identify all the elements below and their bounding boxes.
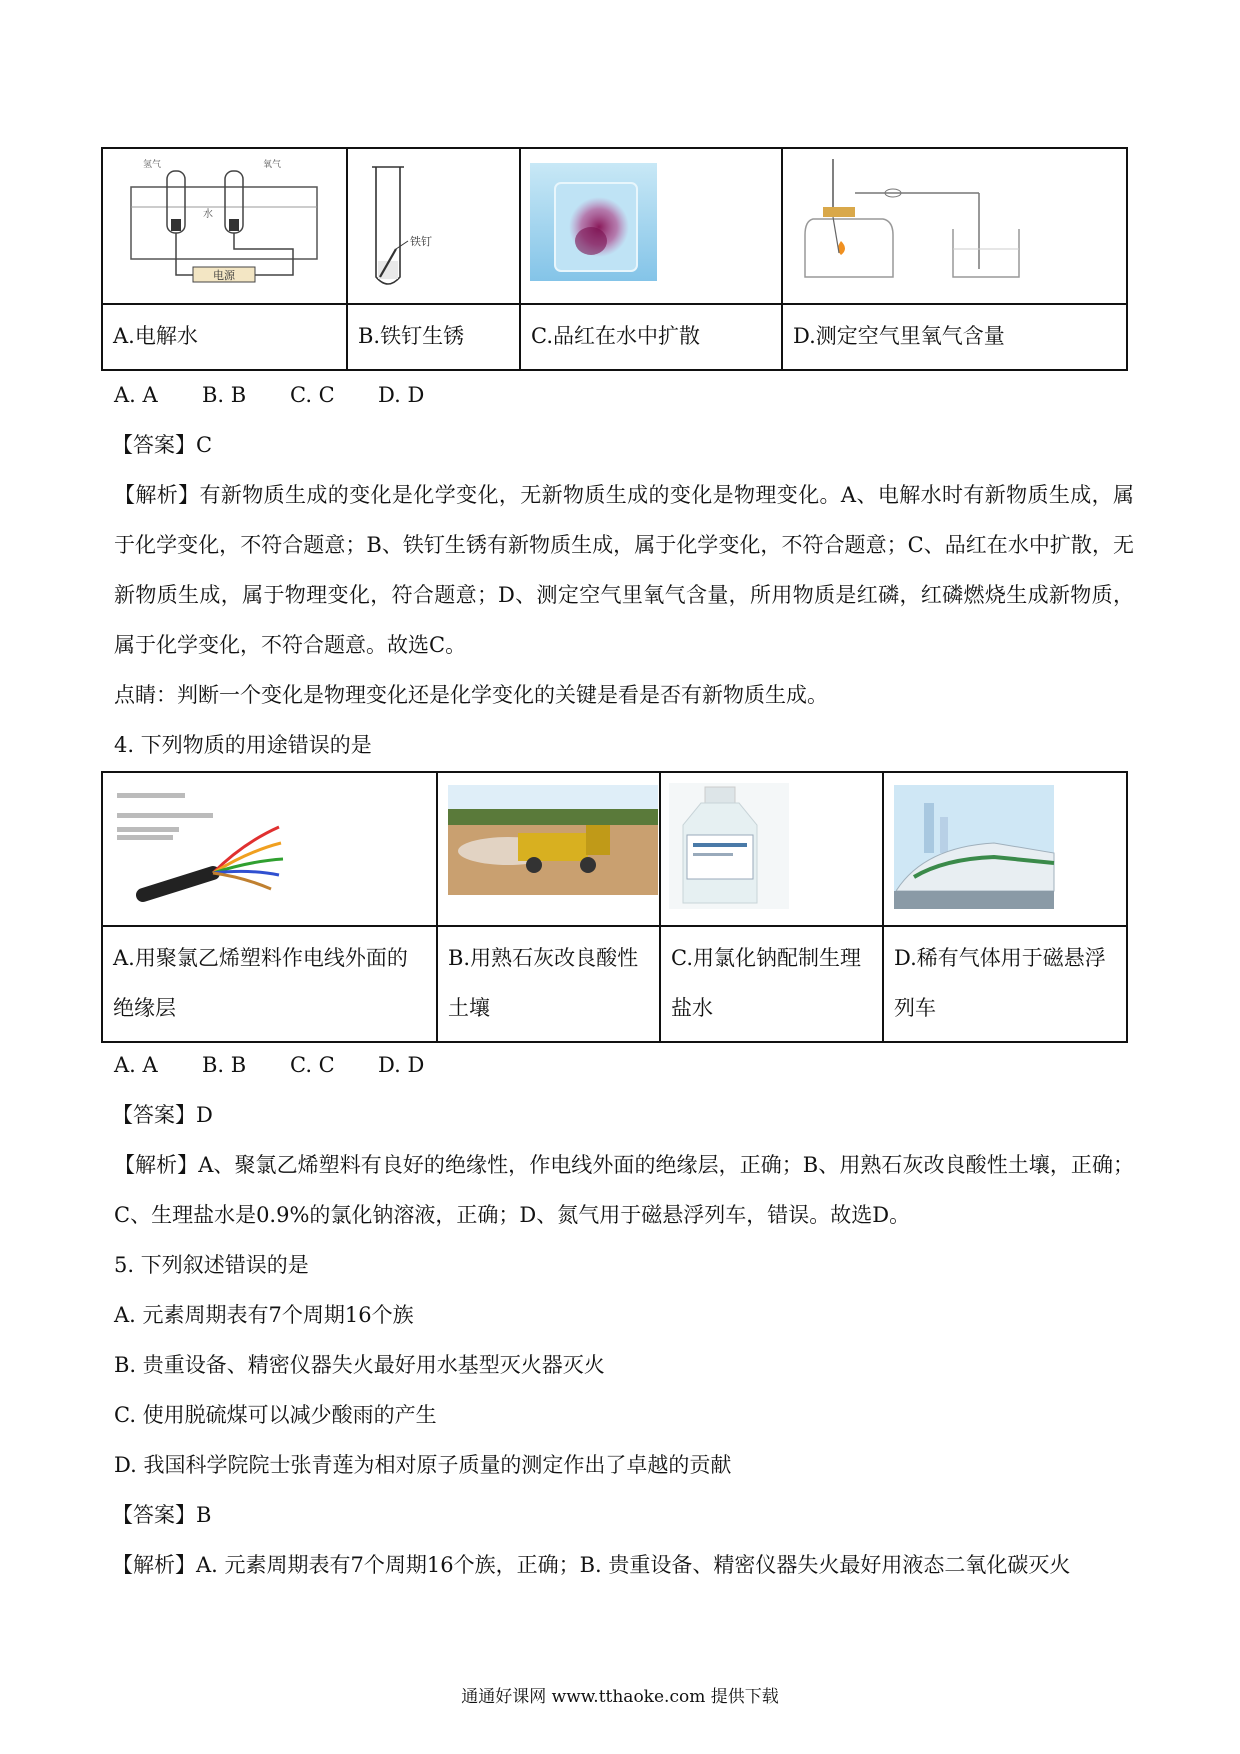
saline-figure xyxy=(660,772,883,926)
q4-figure-table xyxy=(101,771,1128,1043)
q5-analysis: 【解析】A. 元素周期表有7个周期16个族，正确；B. 贵重设备、精密仪器失火最好用液态二氧化碳灭火 xyxy=(112,1553,1071,1577)
oxygen-measure-figure xyxy=(782,148,1127,304)
electrolysis-figure xyxy=(102,148,347,304)
beaker-dye-photo xyxy=(521,149,782,299)
red-phosphorus-apparatus-illustration xyxy=(783,149,1123,299)
q4-caption-a: A.用聚氯乙烯塑料作电线外面的绝缘层 xyxy=(102,926,437,1042)
q4-caption-c: C.用氯化钠配制生理盐水 xyxy=(660,926,883,1042)
iron-nail-label: 铁钉 xyxy=(410,235,432,248)
test-tube-illustration xyxy=(348,149,518,299)
q4-option-b: B. B xyxy=(202,1053,247,1077)
rusting-nail-figure xyxy=(347,148,520,304)
q5-stem: 5. 下列叙述错误的是 xyxy=(114,1253,309,1277)
q4-option-c: C. C xyxy=(290,1053,335,1077)
q3-option-c: C. C xyxy=(290,383,335,407)
maglev-figure xyxy=(883,772,1127,926)
q4-options xyxy=(114,1050,424,1080)
q3-options xyxy=(114,380,424,410)
oxygen-label: 氧气 xyxy=(263,160,282,170)
insulated-cable-photo xyxy=(103,773,433,921)
q3-option-b: B. B xyxy=(202,383,247,407)
page-footer: 通通好课网 www.tthaoke.com 提供下载 xyxy=(461,1687,779,1707)
q3-option-d: D. D xyxy=(378,383,425,407)
diffusion-figure xyxy=(520,148,782,304)
q4-answer: 【答案】D xyxy=(112,1103,213,1127)
q5-answer: 【答案】B xyxy=(112,1503,212,1527)
q5-choice-a: A. 元素周期表有7个周期16个族 xyxy=(114,1303,414,1327)
q3-analysis: 【解析】有新物质生成的变化是化学变化，无新物质生成的变化是物理变化。A、电解水时有新物质生成，属于化学变化，不符合题意；B、铁钉生锈有新物质生成，属于化学变化，不符合题意；C、品红在水中扩散，无新物质生成，属于物理变化，符合题意；D、测定空气里氧气含量，所用物质是红磷，红磷燃烧生成新物质，属于化学变化，不符合题意。故选C。 xyxy=(114,483,1134,657)
q5-choice-d: D. 我国科学院院士张青莲为相对原子质量的测定作出了卓越的贡献 xyxy=(114,1453,732,1477)
q4-analysis: 【解析】A、聚氯乙烯塑料有良好的绝缘性，作电线外面的绝缘层，正确；B、用熟石灰改良酸性土壤，正确；C、生理盐水是0.9%的氯化钠溶液，正确；D、氮气用于磁悬浮列车，错误。故选D。 xyxy=(114,1153,1134,1227)
q5-choice-c: C. 使用脱硫煤可以减少酸雨的产生 xyxy=(114,1403,437,1427)
q3-tip: 点睛：判断一个变化是物理变化还是化学变化的关键是看是否有新物质生成。 xyxy=(114,683,828,707)
saline-bottle-photo xyxy=(661,773,883,921)
maglev-train-photo xyxy=(884,773,1127,921)
q3-caption-a: A.电解水 xyxy=(102,304,347,370)
q4-caption-b: B.用熟石灰改良酸性土壤 xyxy=(437,926,660,1042)
water-label: 水 xyxy=(203,209,213,220)
q4-caption-d: D.稀有气体用于磁悬浮列车 xyxy=(883,926,1127,1042)
q3-caption-c: C.品红在水中扩散 xyxy=(520,304,782,370)
q3-figure-table xyxy=(101,147,1128,371)
q3-caption-d: D.测定空气里氧气含量 xyxy=(782,304,1127,370)
q3-answer: 【答案】C xyxy=(112,433,213,457)
q5-choice-b: B. 贵重设备、精密仪器失火最好用水基型灭火器灭火 xyxy=(114,1353,605,1377)
power-label: 电源 xyxy=(213,269,235,282)
farm-truck-photo xyxy=(438,773,660,921)
q3-caption-b: B.铁钉生锈 xyxy=(347,304,520,370)
wire-figure xyxy=(102,772,437,926)
q4-stem: 4. 下列物质的用途错误的是 xyxy=(114,733,372,757)
q3-option-a: A. A xyxy=(114,383,158,407)
field-figure xyxy=(437,772,660,926)
q4-option-a: A. A xyxy=(114,1053,158,1077)
q4-option-d: D. D xyxy=(378,1053,425,1077)
electrolysis-apparatus-illustration xyxy=(103,149,343,299)
hydrogen-label: 氢气 xyxy=(143,160,162,170)
